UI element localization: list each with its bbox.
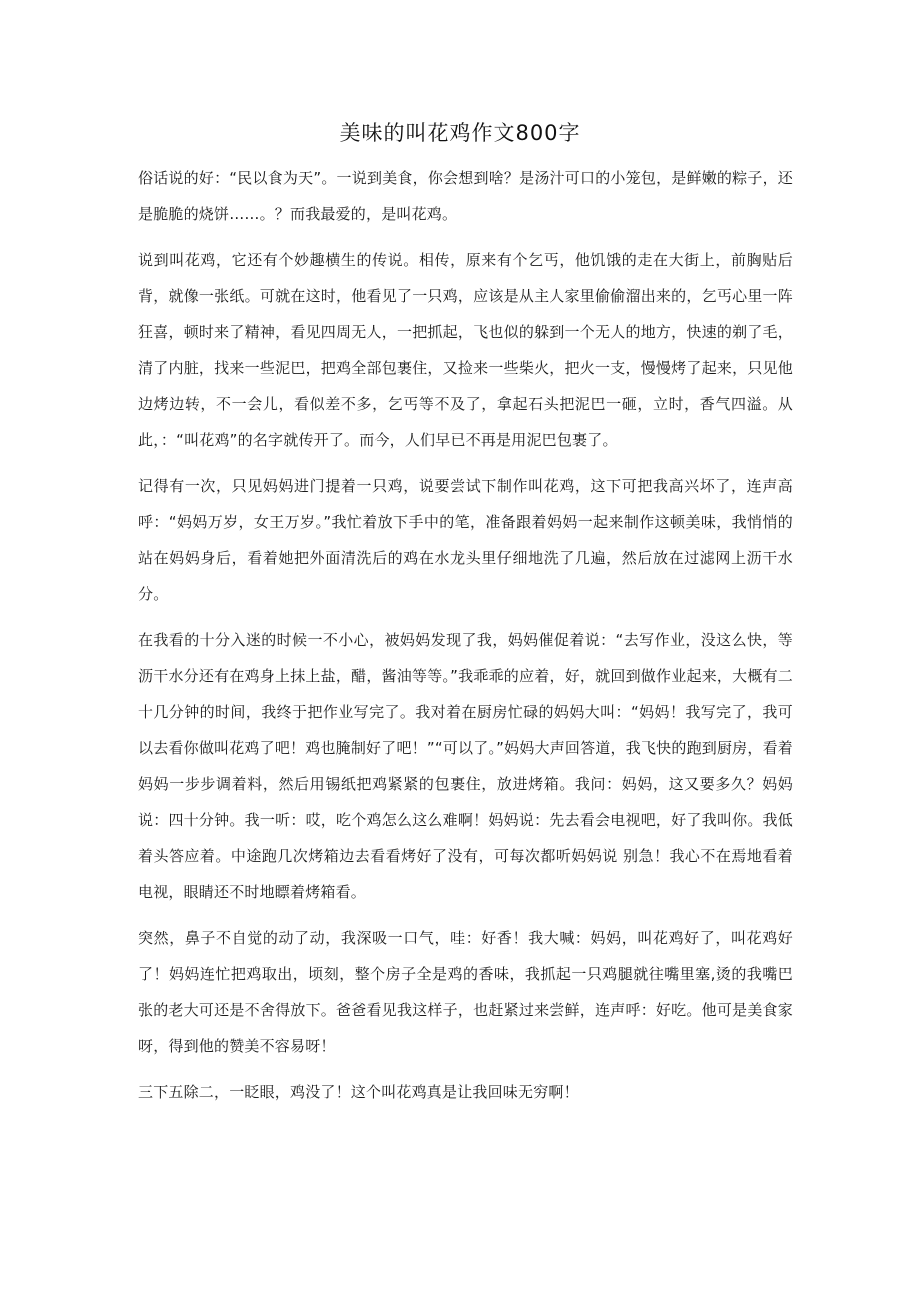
paragraph-legend: 说到叫花鸡，它还有个妙趣横生的传说。相传，原来有个乞丐，他饥饿的走在大街上，前胸贴后背，就像一张纸。可就在这时，他看见了一只鸡，应该是从主人家里偷偷溜出来的，乞丐心里一阵狂喜，顿时来了精神，看见四周无人，一把抓起，飞也似的躲到一个无人的地方，快速的剃了毛，清了内脏，找来一些泥巴，把鸡全部包裹住，又捡来一些柴火，把火一支，慢慢烤了起来，只见他边烤边转，不一会儿，看似差不多，乞丐等不及了，拿起石头把泥巴一砸，立时，香气四溢。从此，：“叫花鸡”的名字就传开了。而今，人们早已不再是用泥巴包裹了。 <box>138 251 793 449</box>
document-title: 美味的叫花鸡作文800字 <box>339 121 581 145</box>
paragraph-ending: 三下五除二，一眨眼，鸡没了！这个叫花鸡真是让我回味无穷啊！ <box>138 1083 579 1101</box>
paragraph-cooking: 在我看的十分入迷的时候一不小心，被妈妈发现了我，妈妈催促着说：“去写作业，没这么快，等沥干水分还有在鸡身上抹上盐，醋，酱油等等。”我乖乖的应着，好，就回到做作业起来，大概有二十几分钟的时间，我终于把作业写完了。我对着在厨房忙碌的妈妈大叫：“妈妈！我写完了，我可以去看你做叫花鸡了吧！鸡也腌制好了吧！”“可以了。”妈妈大声回答道，我飞快的跑到厨房，看着妈妈一步步调着料，然后用锡纸把鸡紧紧的包裹住，放进烤箱。我问：妈妈，这又要多久？妈妈说：四十分钟。我一听：哎，吃个鸡怎么这么难啊！妈妈说：先去看会电视吧，好了我叫你。我低着头答应着。中途跑几次烤箱边去看看烤好了没有，可每次都听妈妈说 别急！我心不在焉地看着电视，眼睛还不时地瞟着烤箱看。 <box>138 631 793 901</box>
paragraph-intro: 俗话说的好：“民以食为天”。一说到美食，你会想到啥？是汤汁可口的小笼包，是鲜嫩的粽子，还是脆脆的烧饼……。？而我最爱的，是叫花鸡。 <box>138 169 793 223</box>
paragraph-memory: 记得有一次，只见妈妈进门提着一只鸡，说要尝试下制作叫花鸡，这下可把我高兴坏了，连声高呼：“妈妈万岁，女王万岁。”我忙着放下手中的笔，准备跟着妈妈一起来制作这顿美味，我悄悄的站在妈妈身后，看着她把外面清洗后的鸡在水龙头里仔细地洗了几遍，然后放在过滤网上沥干水分。 <box>138 477 793 603</box>
paragraph-tasting: 突然，鼻子不自觉的动了动，我深吸一口气，哇：好香！我大喊：妈妈，叫花鸡好了，叫花鸡好了！妈妈连忙把鸡取出，顷刻，整个房子全是鸡的香味，我抓起一只鸡腿就往嘴里塞,烫的我嘴巴张的老大可还是不舍得放下。爸爸看见我这样子，也赶紧过来尝鲜，连声呼：好吃。他可是美食家呀，得到他的赞美不容易呀！ <box>138 929 793 1055</box>
document-body <box>138 160 793 1120</box>
